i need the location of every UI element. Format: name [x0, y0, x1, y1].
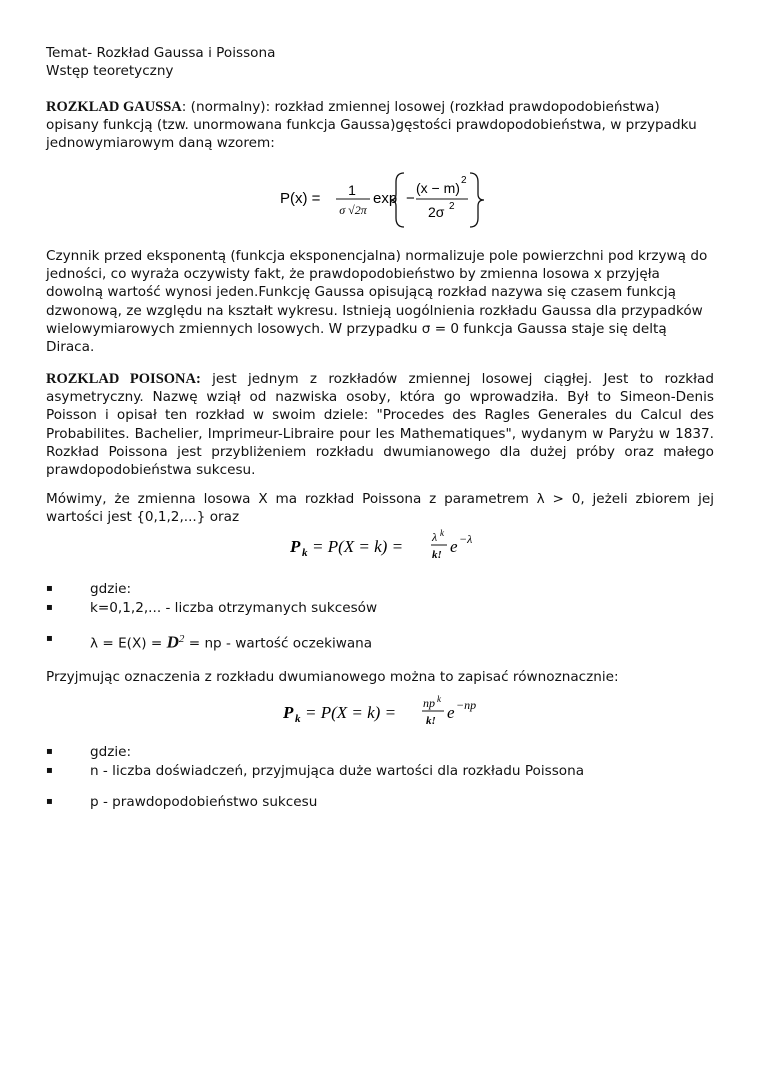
equivalent-text: Przyjmując oznaczenia z rozkładu dwumianowego można to zapisać równoznacznie:: [46, 669, 619, 685]
bullet-text-expected-value: [90, 630, 372, 653]
f1-e: e: [450, 537, 458, 556]
f2-num: np: [423, 696, 435, 710]
poisson-intro-paragraph: [46, 370, 714, 479]
f1-num: λ: [432, 530, 438, 544]
poisson-definition: Mówimy, że zmienna losowa X ma rozkład Poissona z parametrem λ > 0, jeżeli zbiorem jej wartości jest {0,1,2,...} oraz: [46, 491, 714, 526]
gauss-minus: −: [406, 190, 415, 207]
poisson-formula-1: [290, 528, 490, 568]
bullet-text: k=0,1,2,... - liczba otrzymanych sukcesów: [90, 600, 378, 616]
f2-e-sup: −np: [456, 698, 477, 712]
gauss-heading: ROZKLAD GAUSSA: [46, 99, 182, 115]
f1-num-sup: k: [440, 528, 444, 538]
poisson-definition-paragraph: [46, 490, 714, 526]
f1-eq: = P(X = k) =: [312, 537, 404, 556]
title-line-2: Wstęp teoretyczny: [46, 63, 174, 80]
f2-den: k!: [426, 715, 436, 727]
gauss-frac-den: σ √2π: [339, 203, 367, 217]
bullet-icon: ▪: [46, 746, 53, 757]
gauss-description-paragraph: [46, 247, 714, 356]
list-item: [46, 599, 714, 619]
equivalent-paragraph: [46, 668, 714, 686]
bullet-text: p - prawdopodobieństwo sukcesu: [90, 794, 318, 810]
gauss-intro-paragraph: [46, 98, 714, 153]
f2-num-sup: k: [437, 694, 441, 704]
bullet-text: gdzie:: [90, 581, 132, 597]
list-item: [46, 743, 714, 763]
gauss-inner-num: (x − m): [416, 180, 460, 196]
f1-e-sup: −λ: [459, 532, 473, 546]
f2-e: e: [447, 703, 455, 722]
bullet-text: gdzie:: [90, 744, 132, 760]
gauss-exp: exp: [373, 190, 398, 207]
bullet3-d: D: [166, 632, 179, 652]
gauss-inner-den: 2σ: [428, 204, 445, 220]
title-line-1: Temat- Rozkład Gaussa i Poissona: [46, 45, 276, 61]
poisson-heading: ROZKLAD POISONA:: [46, 371, 201, 387]
list-item: [46, 630, 714, 650]
list-item: [46, 762, 714, 782]
bullet-icon: ▪: [46, 583, 53, 594]
bullet3-d-sup: 2: [178, 633, 185, 645]
list-item: [46, 580, 714, 600]
bullet3-pre: λ = E(X) =: [90, 635, 167, 652]
gauss-inner-num-sup: 2: [461, 175, 467, 186]
f1-p: P: [290, 537, 301, 556]
gauss-inner-den-sup: 2: [449, 201, 455, 212]
poisson-intro-text: jest jednym z rozkładów zmiennej losowej ciągłej. Jest to rozkład asymetryczny. Nazwę wziął od nazwiska osoby, która go wprowadziła. Był to Simeon-Denis Poisson i opisał ten rozkład w swoim dziele: "Procedes des Ragles Generales du Calcul des Probabilites. Bachelier, Imprimeur-Libraire pour les Mathematiques", wydanym w Paryżu w 1837. Rozkład Poissona jest przybliżeniem rozkładu dwumianowego dla dużej próby oraz małego prawdopodobieństwa sukcesu.: [46, 371, 714, 479]
gauss-intro-text: : (normalny): rozkład zmiennej losowej (rozkład prawdopodobieństwa) opisany funkcją (tzw. unormowana funkcja Gaussa)gęstości prawdopodobieństwa, w przypadku jednowymiarowym daną wzorem:: [46, 99, 697, 152]
gauss-description: Czynnik przed eksponentą (funkcja eksponencjalna) normalizuje pole powierzchni pod krzywą do jedności, co wyraża oczywisty fakt, że prawdopodobieństwo by zmienna losowa x przyjęła dowolną wartość wynosi jeden.Funkcję Gaussa opisującą rozkład nazywa się czasem funkcją dzwonową, ze względu na kształt wykresu. Istnieją uogólnienia rozkładu Gaussa dla przypadków wielowymiarowych zmiennych losowych. W przypadku σ = 0 funkcja Gaussa staje się deltą Diraca.: [46, 248, 708, 356]
bullet-icon: ▪: [46, 602, 53, 613]
right-brace-icon: [470, 173, 484, 227]
list-item: [46, 793, 714, 813]
bullet-icon: ▪: [46, 796, 53, 807]
f2-p: P: [283, 703, 294, 722]
gauss-frac-num: 1: [348, 182, 356, 198]
bullet-icon: ▪: [46, 633, 53, 644]
gauss-formula-lhs: P(x) =: [280, 190, 321, 207]
f2-sub: k: [295, 713, 301, 725]
gauss-formula: [280, 170, 480, 230]
document-title: [46, 44, 714, 80]
f1-sub: k: [302, 547, 308, 559]
f1-den: k!: [432, 549, 442, 561]
bullet3-post: = np - wartość oczekiwana: [184, 635, 373, 652]
f2-eq: = P(X = k) =: [305, 703, 397, 722]
bullet-icon: ▪: [46, 765, 53, 776]
bullet-text: n - liczba doświadczeń, przyjmująca duże wartości dla rozkładu Poissona: [90, 763, 585, 779]
poisson-formula-2: [283, 694, 493, 734]
